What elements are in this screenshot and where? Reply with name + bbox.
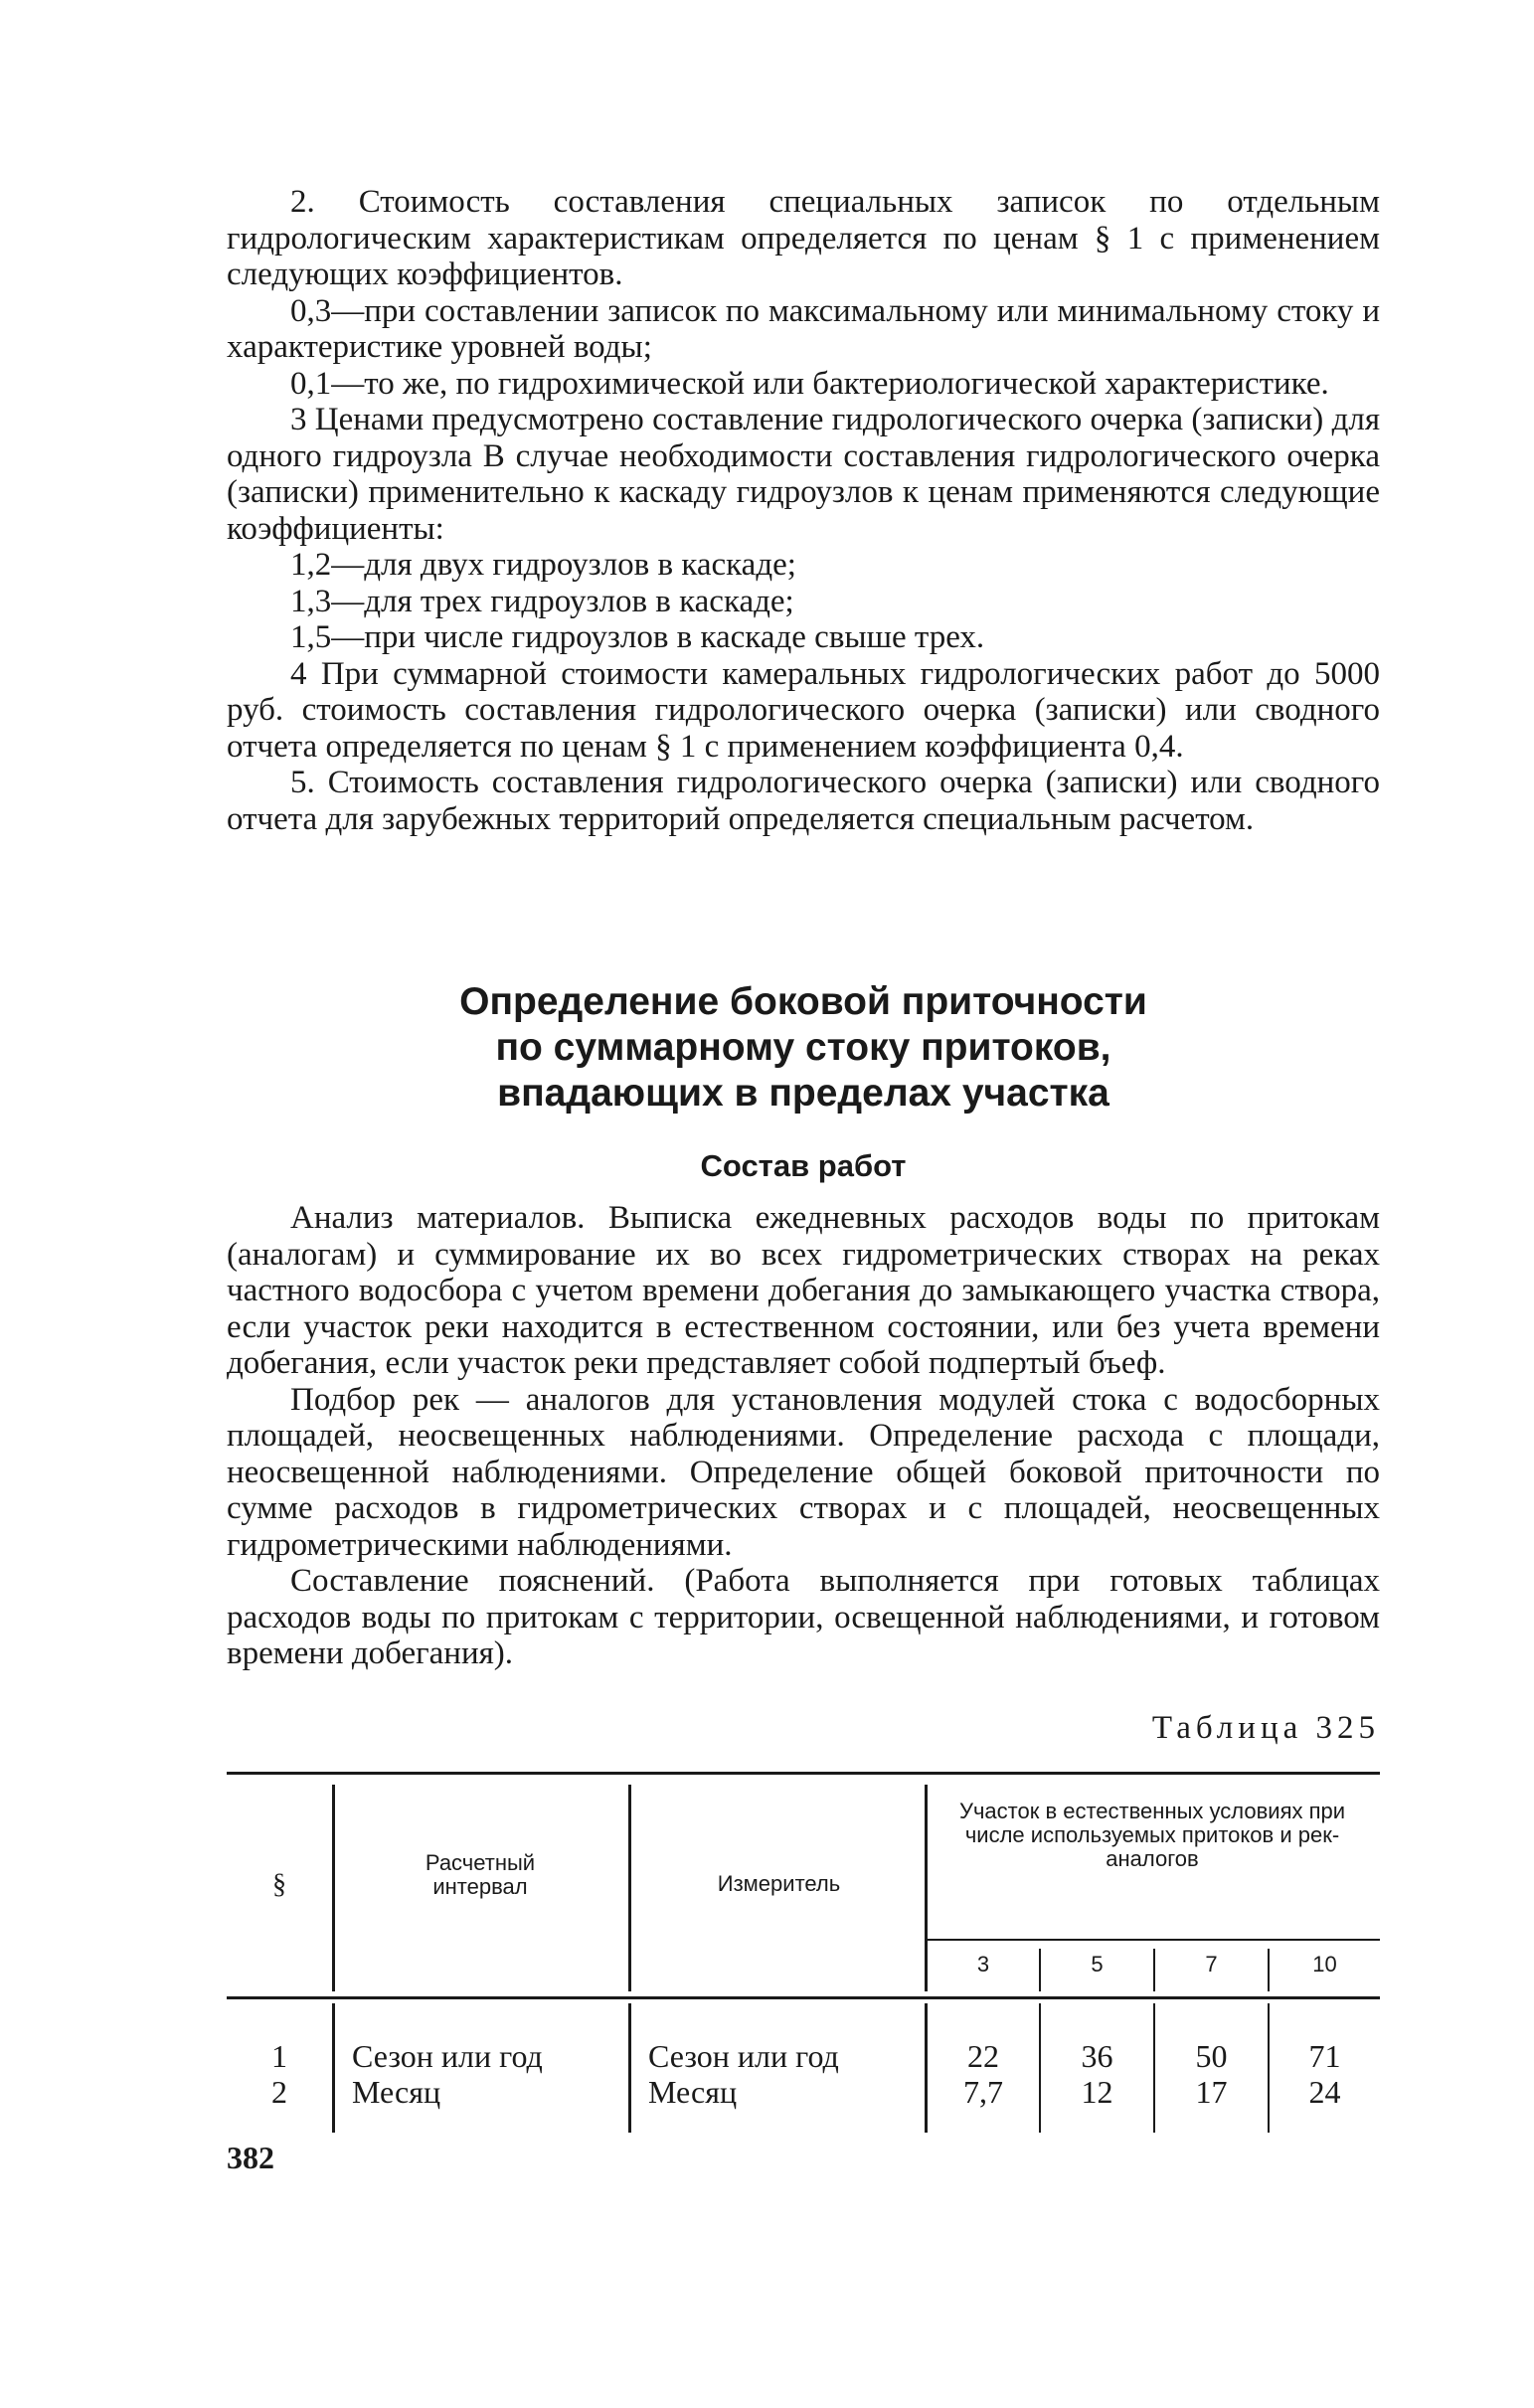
section-subtitle: Состав работ xyxy=(700,1148,907,1183)
paragraph: 1,5—при числе гидроузлов в каскаде свыше трех. xyxy=(290,619,985,655)
row-value: 12 xyxy=(1081,2074,1113,2110)
row-section: 1 xyxy=(271,2038,287,2074)
row-value: 22 xyxy=(967,2038,999,2074)
row-value: 71 xyxy=(1308,2038,1341,2074)
subheader-7: 7 xyxy=(1205,1952,1218,1977)
col-divider xyxy=(628,2003,631,2133)
table-caption: Таблица 325 xyxy=(1151,1710,1380,1746)
paragraph: 2. Стоимость составления специальных записок по отдельным гидрологическим характеристикам определяется по ценам § 1 с применением следующих коэффициентов. xyxy=(227,184,1380,292)
header-unit: Измеритель xyxy=(717,1871,841,1896)
table-top-rule xyxy=(227,1772,1380,1775)
subheader-3: 3 xyxy=(976,1952,990,1977)
header-group: Участок в естественных условиях при числе используемых притоков и рек-аналогов xyxy=(958,1799,1346,1871)
subheader-10: 10 xyxy=(1312,1952,1337,1977)
row-value: 50 xyxy=(1195,2038,1228,2074)
header-section: § xyxy=(272,1869,286,1900)
row-interval: Месяц xyxy=(352,2074,441,2110)
row-value: 7,7 xyxy=(963,2074,1003,2110)
paragraph: 4 При суммарной стоимости камеральных гидрологических работ до 5000 руб. стоимость составления гидрологического очерка (записки) или сводного отчета определяется по ценам § 1 с применением коэффициента 0,4. xyxy=(227,655,1380,765)
row-interval: Сезон или год xyxy=(352,2038,543,2074)
paragraph: Составление пояснений. (Работа выполняется при готовых таблицах расходов воды по притокам с территории, освещенной наблюдениями, и готовом времени добегания). xyxy=(227,1563,1380,1671)
paragraph: 5. Стоимость составления гидрологического очерка (записки) или сводного отчета для зарубежных территорий определяется специальным расчетом. xyxy=(227,765,1380,837)
col-divider xyxy=(332,1785,335,1991)
page-number: 382 xyxy=(227,2140,274,2175)
row-unit: Сезон или год xyxy=(648,2038,839,2074)
paragraph: 0,1—то же, по гидрохимической или бактериологической характеристике. xyxy=(290,365,1329,402)
subheader-rule xyxy=(925,1939,1380,1941)
paragraph: 1,3—для трех гидроузлов в каскаде; xyxy=(290,583,794,619)
section-title-line: Определение боковой приточности xyxy=(459,980,1147,1023)
col-divider xyxy=(332,2003,335,2133)
row-value: 17 xyxy=(1195,2074,1228,2110)
paragraph: 3 Ценами предусмотрено составление гидрологического очерка (записки) для одного гидроузла В случае необходимости составления гидрологического очерка (записки) применительно к каскаду гидроузлов к ценам применяются следующие коэффициенты: xyxy=(227,402,1380,547)
paragraph: Анализ материалов. Выписка ежедневных расходов воды по притокам (аналогам) и суммирование их во всех гидрометрических створах на реках частного водосбора с учетом времени добегания до замыкающего участка створа, если участок реки находится в естественном состоянии, или без учета времени добегания, если участок реки представляет собой подпертый бъеф. xyxy=(227,1200,1380,1381)
row-section: 2 xyxy=(271,2074,287,2110)
paragraph: 1,2—для двух гидроузлов в каскаде; xyxy=(290,547,796,583)
header-bottom-rule xyxy=(227,1996,1380,1999)
col-divider xyxy=(628,1785,631,1991)
paragraph: 0,3—при составлении записок по максимальному или минимальному стоку и характеристике уровней воды; xyxy=(227,292,1380,365)
section-title-line: по суммарному стоку притоков, xyxy=(495,1026,1111,1069)
bottom-text xyxy=(227,1200,1380,1672)
row-unit: Месяц xyxy=(648,2074,738,2110)
header-interval: Расчетный интервал xyxy=(425,1850,536,1899)
subheader-5: 5 xyxy=(1091,1952,1104,1977)
top-text xyxy=(227,184,1380,837)
section-title-line: впадающих в пределах участка xyxy=(497,1072,1109,1115)
row-value: 24 xyxy=(1308,2074,1341,2110)
paragraph: Подбор рек — аналогов для установления модулей стока с водосборных площадей, неосвещенных наблюдениями. Определение расхода с площади, неосвещенной наблюдениями. Определение общей боковой приточности по сумме расходов в гидрометрических створах и с площадей, неосвещенных гидрометрическими наблюдениями. xyxy=(227,1381,1380,1563)
row-value: 36 xyxy=(1081,2038,1113,2074)
